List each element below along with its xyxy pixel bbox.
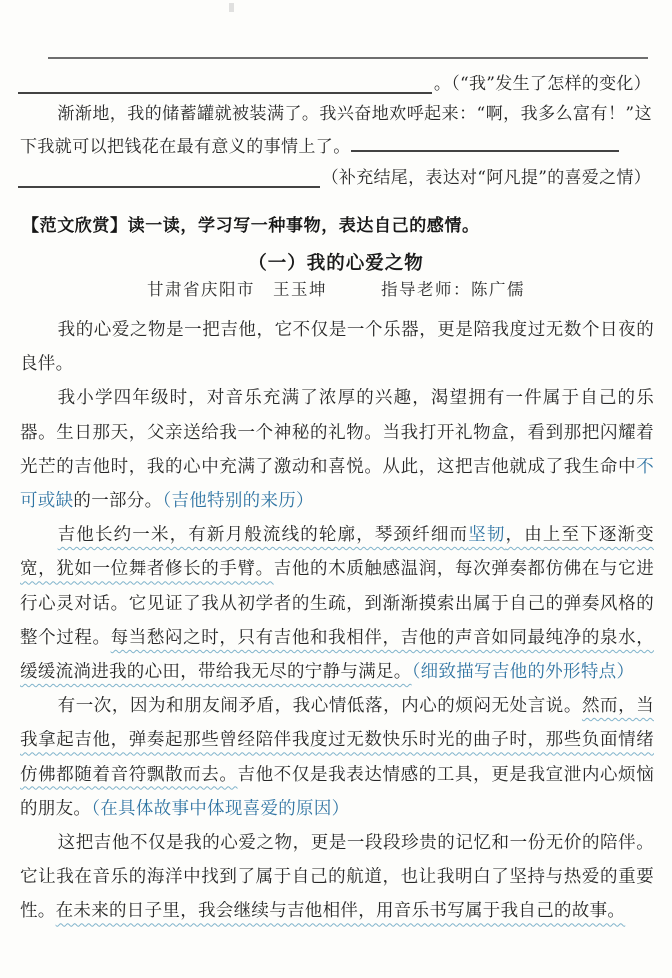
ruled-blank-line [48, 57, 648, 59]
section-header-instruction: 读一读，学习写一种事物，表达自己的感情。 [127, 216, 480, 235]
essay-text-segment: 然而，当我拿起吉他，弹奏起那些曾经陪伴我度过无数快乐时光的曲子时，那些负面情绪仿佛都随着音符飘散而去。 [20, 696, 654, 785]
essay-body [20, 313, 654, 929]
teacher-annotation: （吉他特别的来历） [162, 491, 314, 512]
essay-paragraph [20, 313, 654, 381]
answer-blank-line [18, 185, 320, 188]
essay-text-segment: 坚韧 [468, 525, 506, 546]
prompt-note-change: 。（“我”发生了怎样的变化） [433, 74, 651, 94]
answer-blank-line [351, 135, 619, 152]
essay-text-segment: 吉他不仅是我表达情感的工具，更是我宣泄内心烦恼的朋友。 [20, 764, 654, 819]
answer-line-row [18, 70, 651, 96]
answer-line-row [18, 164, 651, 190]
prompt-note-ending: （补充结尾，表达对“阿凡提”的喜爱之情） [321, 168, 651, 188]
essay-paragraph [20, 689, 654, 826]
essay-byline: 甘肃省庆阳市 王玉坤 指导老师：陈广儒 [147, 280, 525, 299]
essay-text-segment: 每当愁闷之时，只有吉他和我相伴，吉他的声音如同最纯净的泉水，缓缓流淌进我的心田，带给我无尽的宁静与满足。 [20, 627, 655, 683]
section-header-label: 【范文欣赏】 [22, 216, 128, 235]
model-answer-paragraph [20, 98, 652, 164]
essay-text-segment: 我的心爱之物是一把吉他，它不仅是一个乐器，更是陪我度过无数个日夜的良伴。 [20, 320, 654, 375]
essay-text-segment: ，由上至下逐渐变宽，犹如一位舞者修长的手臂。 [20, 525, 654, 580]
essay-paragraph [20, 826, 654, 929]
essay-text-segment: 的一部分。 [73, 491, 163, 512]
section-header [22, 211, 480, 236]
teacher-annotation: （在具体故事中体现喜爱的原因） [91, 798, 350, 819]
essay-text-segment: 吉他的木质触感温润，每次弹奏都仿佛在与它进行心灵对话。它见证了我从初学者的生疏，到渐渐摸索出属于自己的弹奏风格的整个过程。 [20, 559, 654, 648]
essay-paragraph [20, 381, 654, 518]
scan-artifact [229, 3, 234, 12]
essay-text-segment: 我小学四年级时，对音乐充满了浓厚的兴趣，渴望拥有一件属于自己的乐器。生日那天，父亲送给我一个神秘的礼物。当我打开礼物盒，看到那把闪耀着光芒的吉他时，我的心中充满了激动和喜悦。从此，这把吉他就成了我生命中 [20, 388, 654, 477]
essay-text-segment: 有一次，因为和朋友闹矛盾，我心情低落，内心的烦闷无处言说。 [57, 696, 582, 717]
essay-text-segment: 吉他长约一米，有新月般流线的轮廓，琴颈纤细而 [57, 525, 469, 546]
essay-paragraph [20, 518, 654, 689]
essay-text-segment: 在未来的日子里，我会继续与吉他相伴，用音乐书写属于我自己的故事。 [55, 901, 626, 922]
essay-text-segment: 这把吉他不仅是我的心爱之物，更是一段段珍贵的记忆和一份无价的陪伴。它让我在音乐的海洋中找到了属于自己的航道，也让我明白了坚持与热爱的重要性。 [20, 833, 654, 922]
answer-blank-line [18, 91, 432, 94]
essay-title: （一）我的心爱之物 [248, 252, 424, 273]
teacher-annotation: （细致描写吉他的外形特点） [411, 662, 635, 683]
essay-text-segment: 不可或缺 [20, 456, 654, 512]
model-answer-text: 渐渐地，我的储蓄罐就被装满了。我兴奋地欢呼起来：“啊，我多么富有！”这下我就可以把钱花在最有意义的事情上了。 [20, 104, 652, 157]
